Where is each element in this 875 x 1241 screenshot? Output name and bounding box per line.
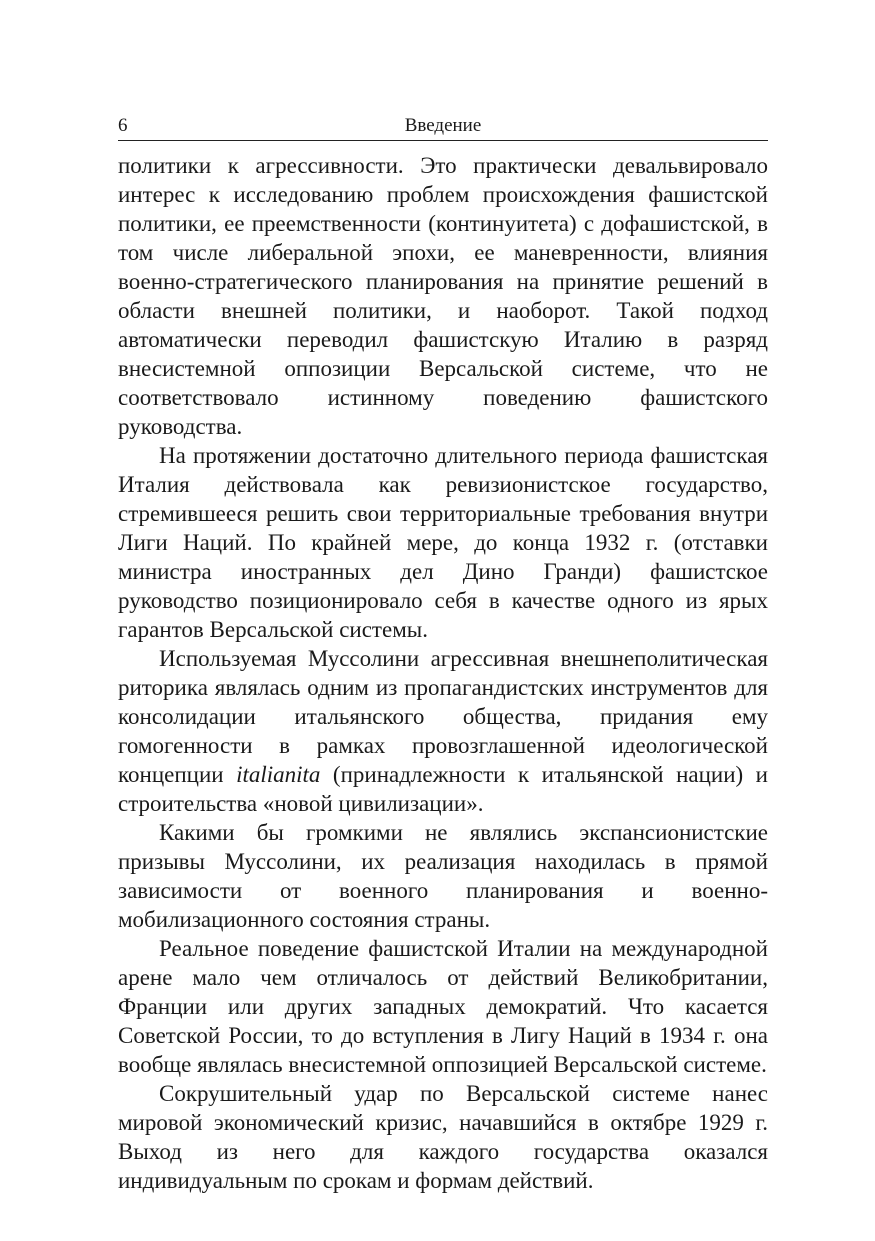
- page-number: 6: [118, 115, 128, 136]
- paragraph-3-text-start: Используемая Муссолини агрессивная внешнеполитическая риторика являлась одним из пропагандистских инструментов для консолидации итальянского общества, придания ему гомогенности в рамках провозглашенной идеологической концепции: [118, 646, 768, 787]
- paragraph-6: Сокрушительный удар по Версальской системе нанес мировой экономический кризис, начавшийся в октябре 1929 г. Выход из него для каждого государства оказался индивидуальным по срокам и формам действий.: [118, 1081, 768, 1193]
- italic-term: italianita: [236, 762, 321, 787]
- running-title: Введение: [404, 115, 482, 136]
- paragraph-3: [118, 644, 768, 818]
- paragraph-3-text-end: (принадлежности к итальянской нации) и строительства «новой цивилизации».: [118, 762, 768, 816]
- paragraph-5: Реальное поведение фашистской Италии на международной арене мало чем отличалось от действий Великобритании, Франции или других западных демократий. Что касается Советской России, то до вступления в Лигу Наций в 1934 г. она вообще являлась внесистемной оппозицией Версальской системе.: [118, 936, 768, 1077]
- page-header: [118, 112, 768, 141]
- paragraph-1: политики к агрессивности. Это практически девальвировало интерес к исследованию проблем происхождения фашистской политики, ее преемственности (континуитета) с дофашистской, в том числе либеральной эпохи, ее маневренности, влияния военно-стратегического планирования на принятие решений в области внешней политики, и наоборот. Такой подход автоматически переводил фашистскую Италию в разряд внесистемной оппозиции Версальской системе, что не соответствовало истинному поведению фашистского руководства.: [118, 153, 768, 439]
- paragraph-4: Какими бы громкими не являлись экспансионистские призывы Муссолини, их реализация находилась в прямой зависимости от военного планирования и военно-мобилизационного состояния страны.: [118, 820, 768, 932]
- text-body: [118, 151, 768, 1195]
- paragraph-2: На протяжении достаточно длительного периода фашистская Италия действовала как ревизионистское государство, стремившееся решить свои территориальные требования внутри Лиги Наций. По крайней мере, до конца 1932 г. (отставки министра иностранных дел Дино Гранди) фашистское руководство позиционировало себя в качестве одного из ярых гарантов Версальской системы.: [118, 443, 768, 642]
